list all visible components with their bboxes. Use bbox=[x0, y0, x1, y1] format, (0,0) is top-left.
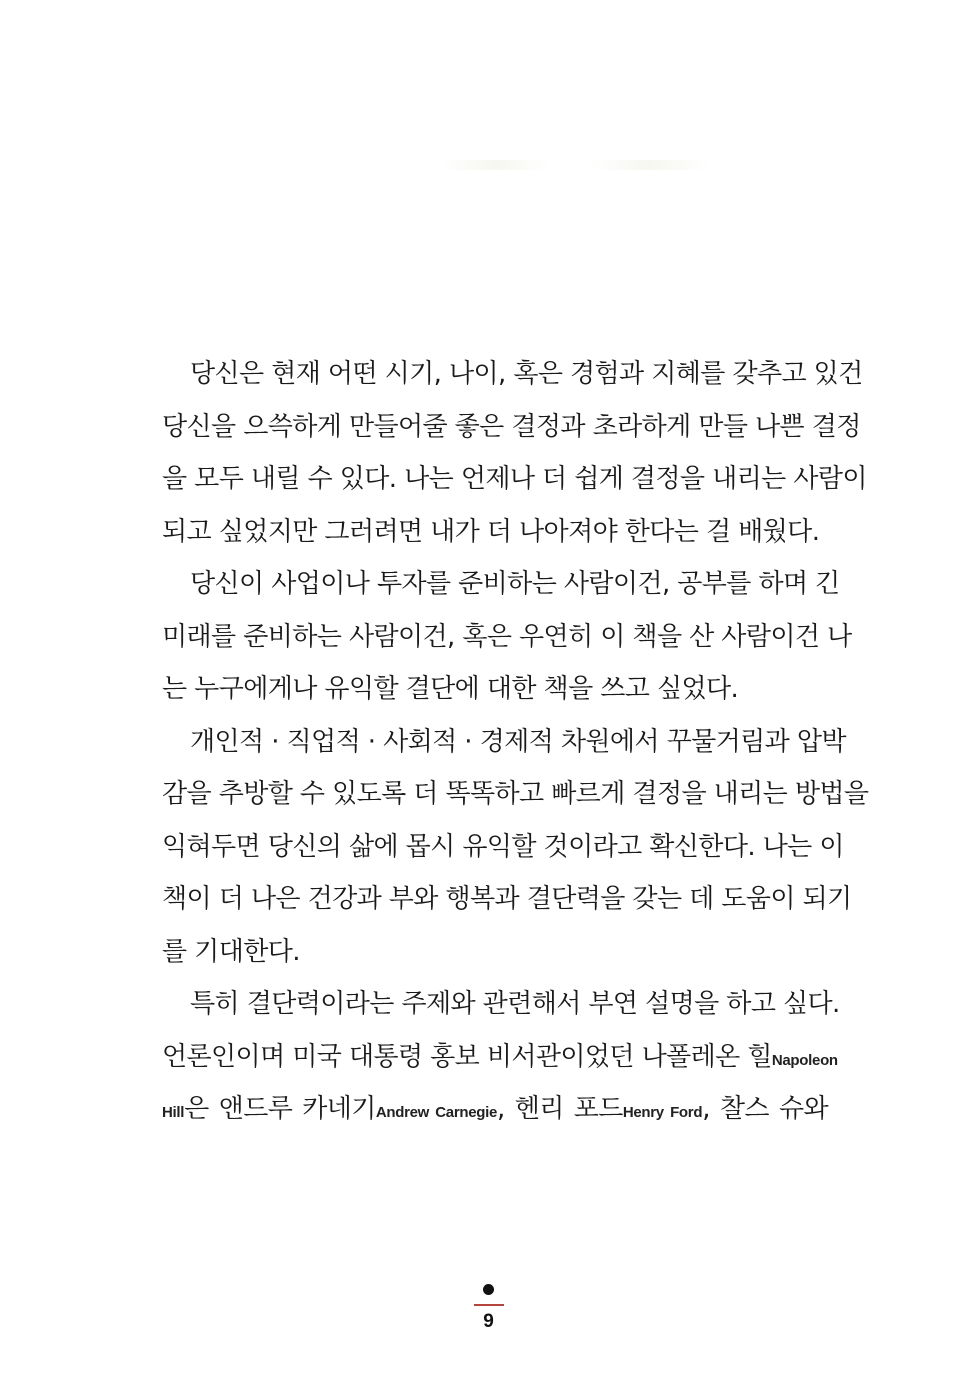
text-line bbox=[162, 1031, 838, 1084]
text-line: 당신은 현재 어떤 시기, 나이, 혹은 경험과 지혜를 갖추고 있건 bbox=[190, 359, 863, 389]
page-number: 9 bbox=[483, 1311, 494, 1332]
text-line: 미래를 준비하는 사람이건, 혹은 우연히 이 책을 산 사람이건 나 bbox=[162, 621, 852, 652]
text-line: 특히 결단력이라는 주제와 관련해서 부연 설명을 하고 싶다. bbox=[190, 989, 840, 1019]
text-line: 책이 더 나은 건강과 부와 행복과 결단력을 갖는 데 도움이 되기 bbox=[162, 884, 852, 914]
footer-dot-icon bbox=[483, 1284, 494, 1295]
bleed-through-mark bbox=[440, 160, 550, 170]
text-segment: 은 앤드루 카네기 bbox=[184, 1094, 376, 1124]
text-line bbox=[162, 1083, 828, 1136]
text-line: 개인적 · 직업적 · 사회적 · 경제적 차원에서 꾸물거림과 압박 bbox=[190, 726, 846, 757]
text-line: 당신을 으쓱하게 만들어줄 좋은 결정과 초라하게 만들 나쁜 결정 bbox=[162, 411, 861, 442]
body-text bbox=[162, 348, 869, 1136]
text-segment: , 찰스 슈와 bbox=[702, 1094, 828, 1124]
text-segment: 언론인이며 미국 대통령 홍보 비서관이었던 나폴레온 힐 bbox=[162, 1041, 772, 1072]
footer-rule bbox=[474, 1304, 504, 1306]
text-line: 를 기대한다. bbox=[162, 936, 300, 967]
text-line: 익혀두면 당신의 삶에 몹시 유익할 것이라고 확신한다. 나는 이 bbox=[162, 831, 844, 862]
text-line: 당신이 사업이나 투자를 준비하는 사람이건, 공부를 하며 긴 bbox=[190, 569, 840, 599]
text-line: 을 모두 내릴 수 있다. 나는 언제나 더 쉽게 결정을 내리는 사람이 bbox=[162, 464, 867, 494]
bleed-through-mark bbox=[590, 160, 710, 170]
text-line: 되고 싶었지만 그러려면 내가 더 나아져야 한다는 걸 배웠다. bbox=[162, 516, 820, 547]
latin-annotation: Napoleon bbox=[771, 1051, 838, 1069]
text-segment: , 헨리 포드 bbox=[497, 1094, 623, 1124]
latin-annotation: Hill bbox=[162, 1104, 185, 1121]
latin-annotation: Henry Ford bbox=[622, 1104, 703, 1121]
page-footer bbox=[0, 1284, 977, 1333]
latin-annotation: Andrew Carnegie bbox=[375, 1104, 498, 1121]
text-line: 는 누구에게나 유익할 결단에 대한 책을 쓰고 싶었다. bbox=[162, 674, 739, 704]
text-line: 감을 추방할 수 있도록 더 똑똑하고 빠르게 결정을 내리는 방법을 bbox=[162, 779, 869, 809]
